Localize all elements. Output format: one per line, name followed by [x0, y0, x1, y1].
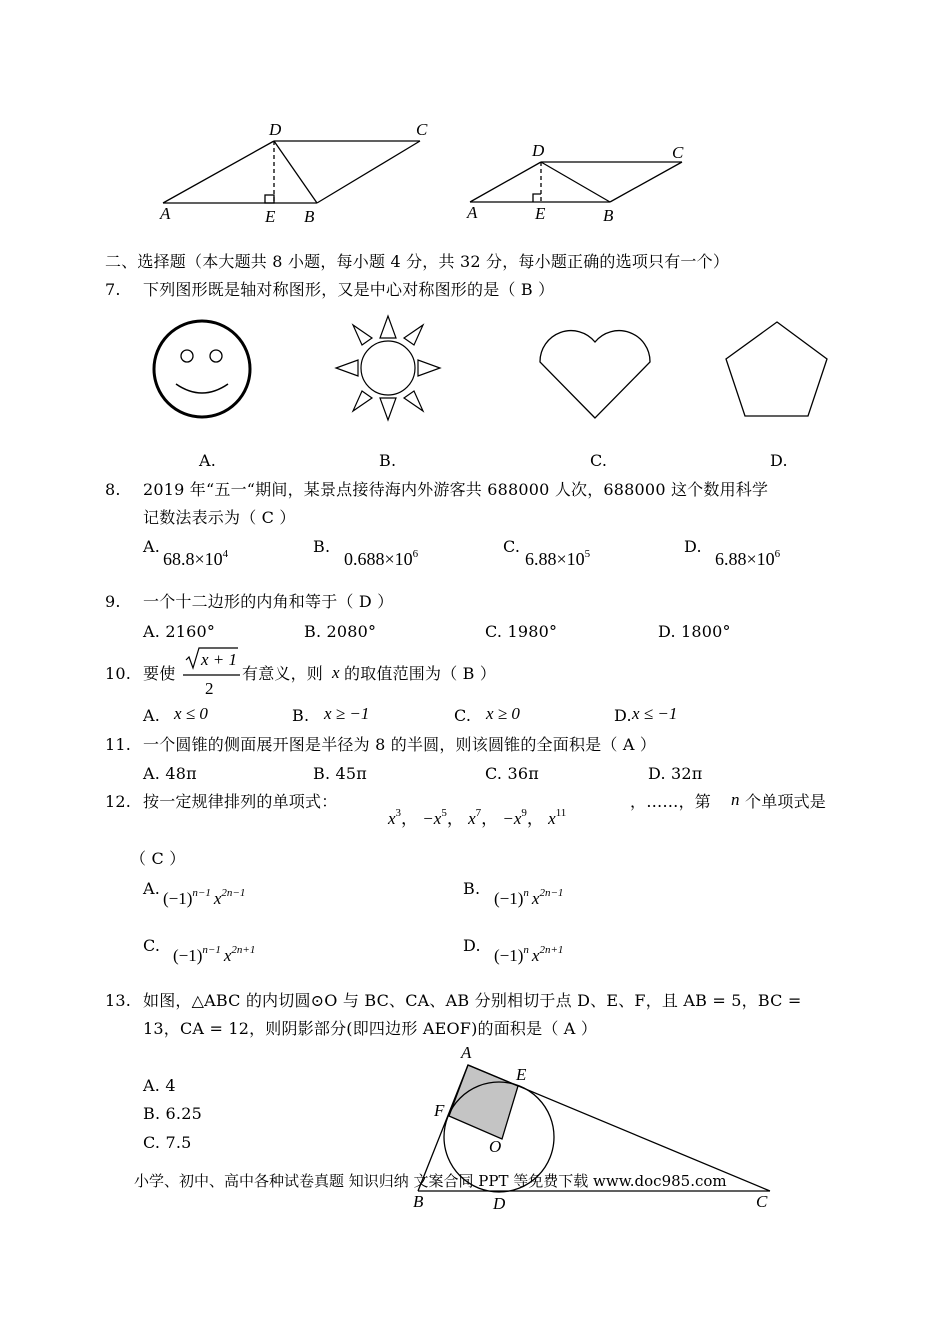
label-C: C	[756, 1192, 768, 1211]
q8-line1: 2019 年“五一“期间，某景点接待海内外游客共 688000 人次，688000 这个数用科学	[143, 480, 769, 499]
q12-option-a-label[interactable]: A.	[143, 879, 161, 898]
q10-option-b-label[interactable]: B.	[292, 706, 310, 725]
q7-text: 下列图形既是轴对称图形，又是中心对称图形的是（ B ）	[143, 280, 555, 299]
q9-text: 一个十二边形的内角和等于（ D ）	[143, 592, 394, 611]
q12-n: n	[731, 790, 740, 809]
q12-option-d-expr: $(-1)^n$ $x^{2n+1}$	[494, 944, 564, 965]
q13-number: 13.	[105, 991, 132, 1010]
q12-terms: $x^3$， $-x^5$， $x^7$， $-x^9$， $x^{11}$	[388, 807, 567, 828]
q8-option-b-expr: $0.688\times 10^6$	[344, 548, 419, 569]
label-F: F	[434, 1101, 445, 1120]
label-O: O	[489, 1137, 502, 1156]
label-D: D	[493, 1194, 506, 1213]
q10-option-c-label[interactable]: C.	[454, 706, 472, 725]
q12-answer: （ C ）	[130, 849, 186, 868]
q8-number: 8.	[105, 480, 121, 499]
q11-text: 一个圆锥的侧面展开图是半径为 8 的半圆，则该圆锥的全面积是（ A ）	[143, 735, 657, 754]
q11-option-d[interactable]: D. 32π	[648, 764, 703, 783]
label-B: B	[603, 206, 614, 225]
q12-option-d-label[interactable]: D.	[463, 936, 481, 955]
q13-option-c[interactable]: C. 7.5	[143, 1133, 192, 1152]
q13-option-b[interactable]: B. 6.25	[143, 1104, 202, 1123]
q13-option-a[interactable]: A. 4	[143, 1076, 176, 1095]
label-B: B	[304, 207, 315, 226]
q13-line2: 13，CA = 12，则阴影部分(即四边形 AEOF)的面积是（ A ）	[143, 1019, 598, 1038]
q13-line1: 如图，△ABC 的内切圆⊙O 与 BC、CA、AB 分别相切于点 D、E、F，且 AB = 5，BC =	[143, 991, 802, 1010]
q10-number: 10.	[105, 664, 132, 683]
label-A: A	[467, 203, 478, 222]
q8-option-c-label[interactable]: C.	[503, 537, 521, 556]
section-heading: 二、选择题（本大题共 8 小题，每小题 4 分，共 32 分，每小题正确的选项只有一个）	[105, 252, 730, 271]
q12-option-a-expr: $(-1)^{n-1}$ $x^{2n-1}$	[163, 887, 246, 908]
label-E: E	[516, 1065, 527, 1084]
label-E: E	[535, 204, 546, 223]
q10-var: x	[332, 663, 340, 682]
q10-post: 有意义，则	[242, 664, 324, 683]
q9-option-c[interactable]: C. 1980°	[485, 622, 558, 641]
q8-option-a-label[interactable]: A.	[143, 537, 161, 556]
q7-option-d[interactable]: D.	[770, 451, 788, 470]
q10-pre: 要使	[143, 664, 176, 683]
label-B: B	[413, 1192, 424, 1211]
label-A: A	[461, 1043, 472, 1062]
q11-option-b[interactable]: B. 45π	[313, 764, 368, 783]
q10-post2: 的取值范围为（ B ）	[344, 664, 497, 683]
q8-line2: 记数法表示为（ C ）	[143, 508, 296, 527]
q12-option-b-expr: $(-1)^n$ $x^{2n-1}$	[494, 887, 564, 908]
footer-watermark: 小学、初中、高中各种试卷真题 知识归纳 文案合同 PPT 等免费下载 www.doc985.com	[134, 1172, 727, 1190]
q10-option-c-expr: x ≥ 0	[486, 704, 520, 723]
q9-option-d[interactable]: D. 1800°	[658, 622, 731, 641]
q12-after2: 个单项式是	[745, 792, 827, 811]
q7-option-b[interactable]: B.	[379, 451, 397, 470]
label-E: E	[265, 207, 276, 226]
q10-option-d-label[interactable]: D.	[614, 706, 632, 725]
q11-number: 11.	[105, 735, 132, 754]
q7-number: 7.	[105, 280, 121, 299]
q8-option-d-label[interactable]: D.	[684, 537, 702, 556]
q8-option-c-expr: $6.88\times 10^5$	[525, 548, 591, 569]
q8-option-b-label[interactable]: B.	[313, 537, 331, 556]
q9-number: 9.	[105, 592, 121, 611]
q12-number: 12.	[105, 792, 132, 811]
q9-option-a[interactable]: A. 2160°	[143, 622, 216, 641]
q10-option-b-expr: x ≥ −1	[324, 704, 370, 723]
q11-option-c[interactable]: C. 36π	[485, 764, 539, 783]
q12-option-c-label[interactable]: C.	[143, 936, 161, 955]
q10-option-a-expr: x ≤ 0	[174, 704, 208, 723]
q8-option-a-expr: $68.8\times 10^4$	[163, 548, 229, 569]
q12-after: ，……，第	[630, 792, 712, 811]
q7-option-c[interactable]: C.	[590, 451, 608, 470]
q12-option-b-label[interactable]: B.	[463, 879, 481, 898]
q11-option-a[interactable]: A. 48π	[143, 764, 197, 783]
q12-option-c-expr: $(-1)^{n-1}$ $x^{2n+1}$	[173, 944, 256, 965]
q7-option-a[interactable]: A.	[199, 451, 217, 470]
label-A: A	[160, 204, 171, 223]
label-D: D	[269, 120, 282, 139]
q10-denominator: 2	[205, 679, 214, 698]
q9-option-b[interactable]: B. 2080°	[304, 622, 377, 641]
label-C: C	[416, 120, 428, 139]
q10-numerator: x + 1	[201, 650, 238, 669]
q12-text: 按一定规律排列的单项式：	[143, 792, 338, 811]
label-C: C	[672, 143, 684, 162]
q8-option-d-expr: $6.88\times 10^6$	[715, 548, 781, 569]
q10-option-d-expr: x ≤ −1	[632, 704, 678, 723]
q10-option-a-label[interactable]: A.	[143, 706, 161, 725]
label-D: D	[532, 141, 545, 160]
